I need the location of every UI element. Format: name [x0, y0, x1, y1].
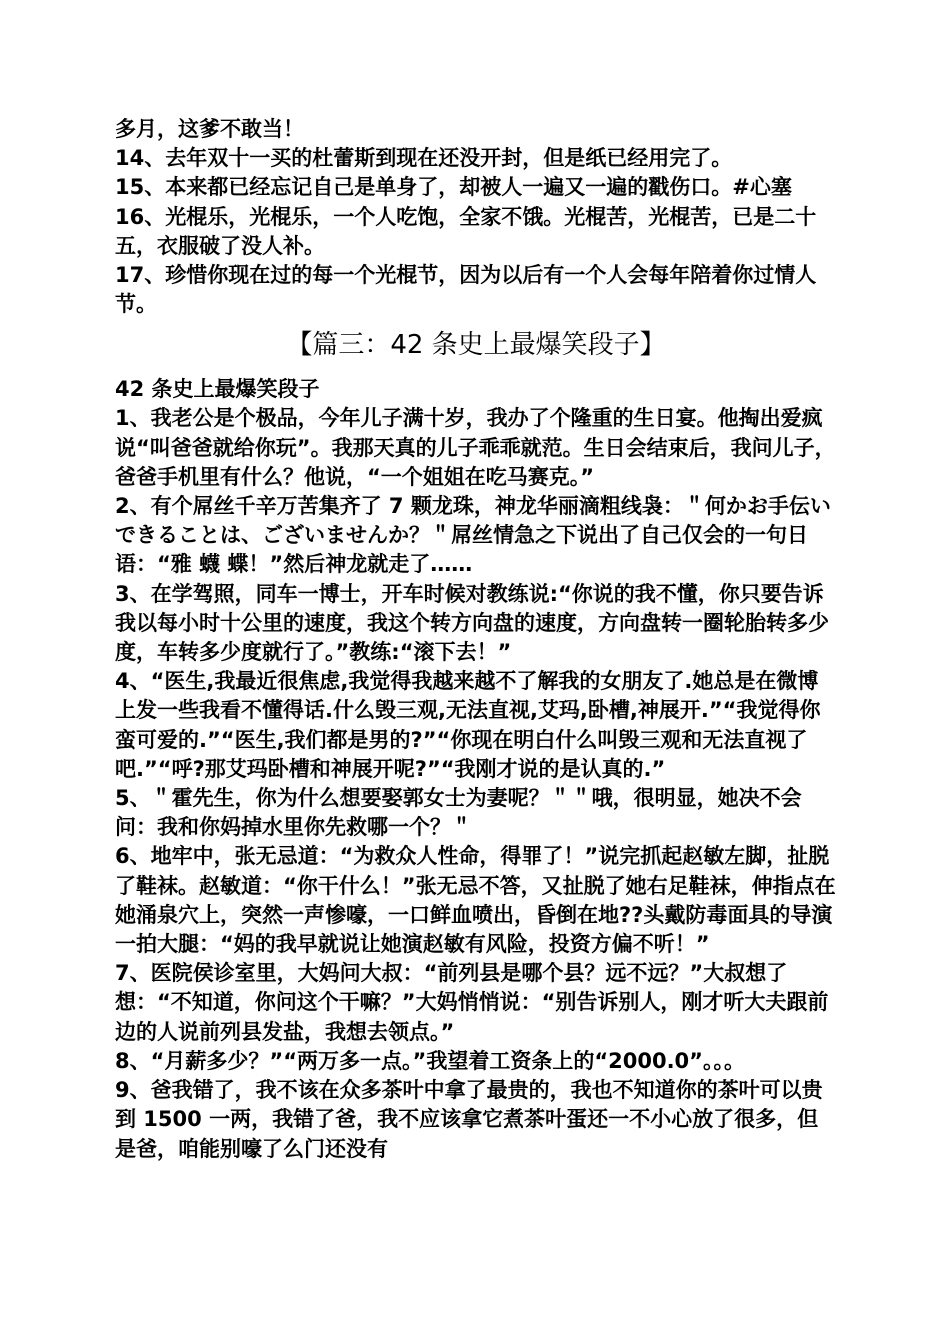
list-item: 1、我老公是个极品，今年儿子满十岁，我办了个隆重的生日宴。他掏出爱疯说“叫爸爸就给你玩”。我那天真的儿子乖乖就范。生日会结束后，我问儿子，爸爸手机里有什么？他说，“一个姐姐在吃马赛克。” [115, 406, 836, 489]
paragraph: 16、光棍乐，光棍乐，一个人吃饱，全家不饿。光棍苦，光棍苦，已是二十五，衣服破了没人补。 [115, 204, 817, 258]
section-subheading: 42 条史上最爆笑段子 [115, 377, 320, 402]
section-heading: 【篇三：42 条史上最爆笑段子】 [286, 330, 666, 361]
list-item: 7、医院侯诊室里，大妈问大叔：“前列县是哪个县？远不远？”大叔想了想：“不知道，你问这个干嘛？”大妈悄悄说：“别告诉别人，刚才听大夫跟前边的人说前列县发盐，我想去领点。” [115, 961, 829, 1044]
paragraph: 17、珍惜你现在过的每一个光棍节，因为以后有一个人会每年陪着你过情人节。 [115, 263, 817, 317]
list-item: 4、“医生,我最近很焦虑,我觉得我越来越不了解我的女朋友了.她总是在微博上发一些我看不懂得话.什么毁三观,无法直视,艾玛,卧槽,神展开.”“我觉得你蛮可爱的.”“医生,我们都是男的?”“你现在明白什么叫毁三观和无法直视了吧.”“呼?那艾玛卧槽和神展开呢?”“我刚才说的是认真的.” [115, 669, 821, 781]
list-item: 9、爸我错了，我不该在众多茶叶中拿了最贵的，我也不知道你的茶叶可以贵到 1500 一两，我错了爸，我不应该拿它煮茶叶蛋还一不小心放了很多，但是爸，咱能别嚎了么门还没有 [115, 1078, 823, 1161]
list-item: 6、地牢中，张无忌道：“为救众人性命，得罪了！”说完抓起赵敏左脚，扯脱了鞋袜。赵敏道：“你干什么！”张无忌不答，又扯脱了她右足鞋袜，伸指点在她涌泉穴上，突然一声惨嚎，一口鲜血喷出，昏倒在地??头戴防毒面具的导演一拍大腿：“妈的我早就说让她演赵敏有风险，投资方偏不听！” [115, 844, 836, 957]
list-item: 8、“月薪多少？”“两万多一点。”我望着工资条上的“2000.0”。。。 [115, 1048, 745, 1073]
list-item: 2、有个屌丝千辛万苦集齐了 7 颗龙珠，神龙华丽滴粗线袅：＂何かお手伝いできることは、ございませんか？＂屌丝情急之下说出了自己仅会的一句日语：“雅 蠛 蝶！”然后神龙就走了…… [115, 494, 831, 577]
paragraph: 14、去年双十一买的杜蕾斯到现在还没开封，但是纸已经用完了。 [115, 146, 733, 171]
paragraph: 15、本来都已经忘记自己是单身了，却被人一遍又一遍的戳伤口。#心塞 [115, 175, 792, 200]
document-page [115, 115, 837, 1164]
list-item: 3、在学驾照，同车一博士，开车时候对教练说:“你说的我不懂，你只要告诉我以每小时十公里的速度，我这个转方向盘的速度，方向盘转一圈轮胎转多少度，车转多少度就行了。”教练:“滚下去！” [115, 581, 829, 665]
list-item: 5、＂霍先生，你为什么想要娶郭女士为妻呢？＂＂哦，很明显，她决不会问：我和你妈掉水里你先救哪一个？＂ [115, 786, 802, 840]
paragraph: 多月，这爹不敢当！ [115, 117, 304, 141]
